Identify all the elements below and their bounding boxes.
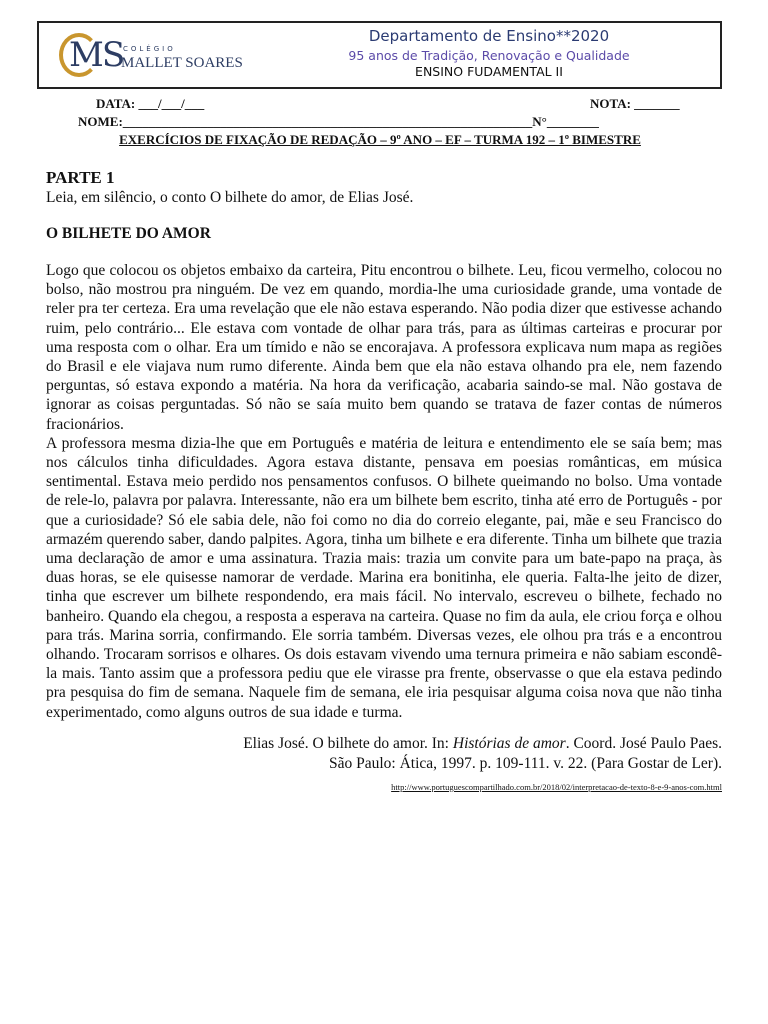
logo-school-name: MALLET SOARES xyxy=(121,55,243,71)
department-block xyxy=(319,25,659,80)
citation-line-1 xyxy=(243,734,722,754)
source-link[interactable]: http://www.portuguescompartilhado.com.br/2018/02/interpretacao-de-texto-8-e-9-anos-com.html xyxy=(391,782,722,792)
exercise-title-text: EXERCÍCIOS DE FIXAÇÃO DE REDAÇÃO – 9º ANO – EF – TURMA 192 – 1º BIMESTRE xyxy=(119,132,641,147)
logo-colegio-text: COLÉGIO xyxy=(123,45,176,53)
date-field: DATA: ___/___/___ xyxy=(96,96,205,111)
school-logo xyxy=(59,33,243,83)
part-heading: PARTE 1 xyxy=(46,168,115,187)
exercise-title xyxy=(80,132,680,148)
story-title: O BILHETE DO AMOR xyxy=(46,225,211,242)
department-title: Departamento de Ensino**2020 xyxy=(368,27,610,45)
department-subtitle: 95 anos de Tradição, Renovação e Qualidade xyxy=(348,48,630,63)
header-box xyxy=(37,21,722,89)
grade-field: NOTA: _______ xyxy=(590,96,680,111)
citation-prefix: Elias José. O bilhete do amor. In: xyxy=(243,735,453,752)
instruction-text: Leia, em silêncio, o conto O bilhete do amor, de Elias José. xyxy=(46,189,414,206)
story-paragraph: Logo que colocou os objetos embaixo da carteira, Pitu encontrou o bilhete. Leu, ficou vermelho, colocou no bolso, não mostrou pra ninguém. De vez em quando, mordia-lhe uma curiosidade grande, uma vontade de reler pra ter certeza. Era uma revelação que ele não estava esperando. Não podia dizer que estivesse achando ruim, pelo contrário... Ele estava com vontade de olhar para trás, para as últimas carteiras e procurar por uma resposta com o olhar. Era um tímido e não se encorajava. A professora explicava num mapa as regiões do Brasil e ele viajava num rumo diferente. Ainda bem que ela não estava olhando pra ele, nem fazendo perguntas, só estava expondo a matéria. Na hora da verificação, acabaria saindo-se mal. Não gostava de ignorar as coisas perguntadas. Só não se saía muito bem quando se tratava de fazer contas de números fracionários. xyxy=(46,262,722,433)
name-field: NOME:_______________________________________________________________N°________ xyxy=(78,114,599,129)
story-body xyxy=(46,261,722,722)
citation-suffix: . Coord. José Paulo Paes. xyxy=(565,735,722,752)
education-level: ENSINO FUDAMENTAL II xyxy=(415,64,563,79)
story-paragraph: A professora mesma dizia-lhe que em Português e matéria de leitura e entendimento ele se saía bem; mas nos cálculos tinha dificuldades. Agora estava distante, pensava em poesias românticas, em música sentimental. Estava meio perdido nos pensamentos confusos. O bilhete queimando no bolso. Uma vontade de rele-lo, palavra por palavra. Interessante, não era um bilhete bem escrito, tinha até erro de Português - por que a curiosidade? Só ele sabia dele, não foi como no dia do correio elegante, pai, mãe e seu Francisco do armazém querendo saber, dando palpites. Agora, tinha um bilhete e era diferente. Tinha um bilhete que trazia uma declaração de amor e uma assinatura. Trazia mais: trazia um convite para um bate-papo na praça, às duas horas, se ele quisesse namorar de verdade. Marina era bonitinha, ele queria. Falta-lhe jeito de dizer, tinha que escrever um bilhete respondendo, era mais fácil. No intervalo, escreveu o bilhete, fechado no banheiro. Quando ela chegou, a resposta a esperava na carteira. Quase no fim da aula, ele criou força e olhou para trás. Marina sorria, confirmando. Ele sorria também. Diversas vezes, ele olhou pra trás e a encontrou olhando. Trocaram sorrisos e olhares. Os dois estavam vivendo uma ternura primeira e não sabiam escondê-la mais. Tanto assim que a professora pediu que ele virasse pra frente, observasse o que ela estava pedindo pra pesquisa do fim de semana. Naquele fim de semana, ele iria pesquisar alguma coisa nova que não tinha experimentado, como alguns outros de sua idade e turma. xyxy=(46,434,722,721)
citation-line-2: São Paulo: Ática, 1997. p. 109-111. v. 22. (Para Gostar de Ler). xyxy=(328,755,722,772)
logo-initials: MS xyxy=(69,35,124,75)
citation xyxy=(243,734,722,774)
citation-book: Histórias de amor xyxy=(452,735,566,752)
